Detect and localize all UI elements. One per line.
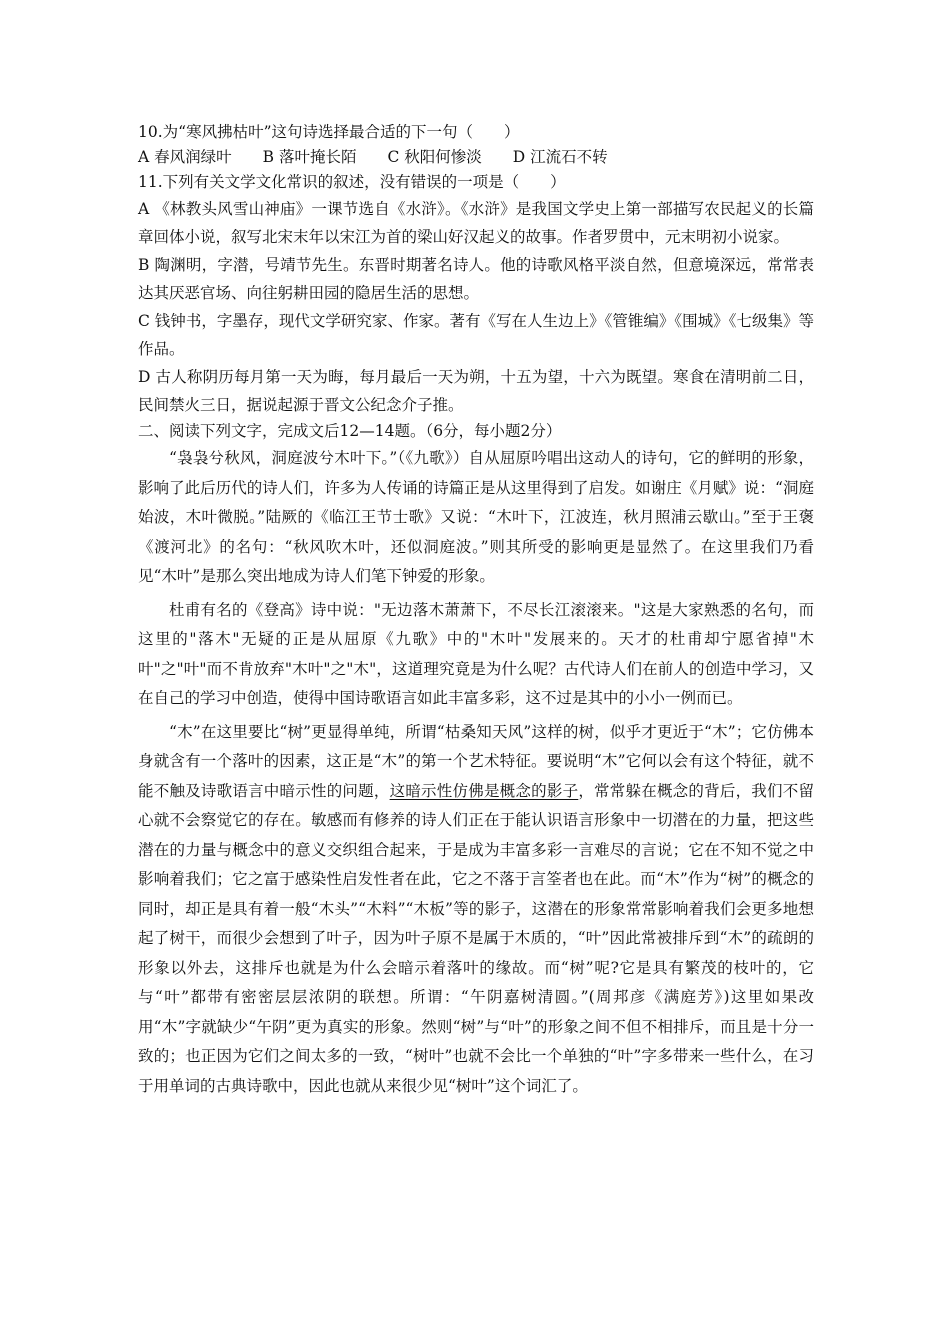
document-body (138, 120, 814, 1101)
section-2-title: 二、阅读下列文字，完成文后12—14题。（6分，每小题2分） (138, 422, 562, 440)
passage-paragraph-3-text-before: “木”在这里要比“树”更显得单纯，所谓“枯桑知天风”这样的树，似乎才更近于“木”；它仿佛本身就含有一个落叶的因素，这正是“木”的第一个艺术特征。要说明“木”它何以会有这个特征，就不能不触及诗歌语言中暗示性的问题， (138, 722, 814, 800)
question-10-options: A 春风润绿叶 B 落叶掩长陌 C 秋阳何惨淡 D 江流石不转 (138, 148, 608, 166)
question-11-option-a: A 《林教头风雪山神庙》一课节选自《水浒》。《水浒》是我国文学史上第一部描写农民起义的长篇章回体小说，叙写北宋末年以宋江为首的梁山好汉起义的故事。作者罗贯中，元末明初小说家。 (138, 200, 814, 246)
passage-paragraph-2: 杜甫有名的《登高》诗中说："无边落木萧萧下，不尽长江滚滚来。"这是大家熟悉的名句，而这里的"落木"无疑的正是从屈原《九歌》中的"木叶"发展来的。天才的杜甫却宁愿省掉"木叶"之"叶"而不肯放弃"木叶"之"木"，这道理究竟是为什么呢？古代诗人们在前人的创造中学习，又在自己的学习中创造，使得中国诗歌语言如此丰富多彩，这不过是其中的小小一例而已。 (138, 600, 814, 707)
question-11-option-c: C 钱钟书，字墨存，现代文学研究家、作家。著有《写在人生边上》《管锥编》《围城》《七级集》等作品。 (138, 312, 814, 358)
passage-paragraph-3-text-after: ，常常躲在概念的背后，我们不留心就不会察觉它的存在。敏感而有修养的诗人们正在于能认识语言形象中一切潜在的力量，把这些潜在的力量与概念中的意义交织组合起来，于是成为丰富多彩一言难尽的言说；它在不知不觉之中影响着我们；它之富于感染性启发性者在此，它之不落于言筌者也在此。而“木”作为“树”的概念的同时，却正是具有着一般“木头”“木料”“木板”等的影子，这潜在的形象常常影响着我们会更多地想起了树干，而很少会想到了叶子，因为叶子原不是属于木质的，“叶”因此常被排斥到“木”的疏朗的形象以外去，这排斥也就是为什么会暗示着落叶的缘故。而“树”呢?它是具有繁茂的枝叶的，它与“叶”都带有密密层层浓阴的联想。所谓：“午阴嘉树清圆。”(周邦彦《满庭芳》)这里如果改用“木”字就缺少“午阴”更为真实的形象。然则“树”与“叶”的形象之间不但不相排斥，而且是十分一致的；也正因为它们之间太多的一致，“树叶”也就不会比一个单独的“叶”字多带来一些什么，在习于用单词的古典诗歌中，因此也就从来很少见“树叶”这个词汇了。 (138, 781, 814, 1095)
passage-paragraph-1: “袅袅兮秋风，洞庭波兮木叶下。”（《九歌》）自从屈原吟唱出这动人的诗句，它的鲜明的形象，影响了此后历代的诗人们，许多为人传诵的诗篇正是从这里得到了启发。如谢庄《月赋》说：“洞庭始波，木叶微脱。”陆厥的《临江王节士歌》又说：“木叶下，江波连，秋月照浦云歇山。”至于王褒《渡河北》的名句：“秋风吹木叶，还似洞庭波。”则其所受的影响更是显然了。在这里我们乃看见“木叶”是那么突出地成为诗人们笔下钟爱的形象。 (138, 449, 814, 585)
question-11-stem: 11.下列有关文学文化常识的叙述，没有错误的一项是（ ） (138, 173, 566, 191)
underlined-sentence: 这暗示性仿佛是概念的影子 (389, 781, 579, 800)
question-11-option-b: B 陶渊明，字潜，号靖节先生。东晋时期著名诗人。他的诗歌风格平淡自然，但意境深远，常常表达其厌恶官场、向往躬耕田园的隐居生活的思想。 (138, 256, 814, 302)
passage-paragraph-3 (138, 718, 814, 1102)
question-10-stem: 10.为“寒风拂枯叶”这句诗选择最合适的下一句（ ） (138, 123, 520, 141)
question-11-option-d: D 古人称阴历每月第一天为晦，每月最后一天为朔，十五为望，十六为既望。寒食在清明前二日，民间禁火三日，据说起源于晋文公纪念介子推。 (138, 368, 814, 414)
